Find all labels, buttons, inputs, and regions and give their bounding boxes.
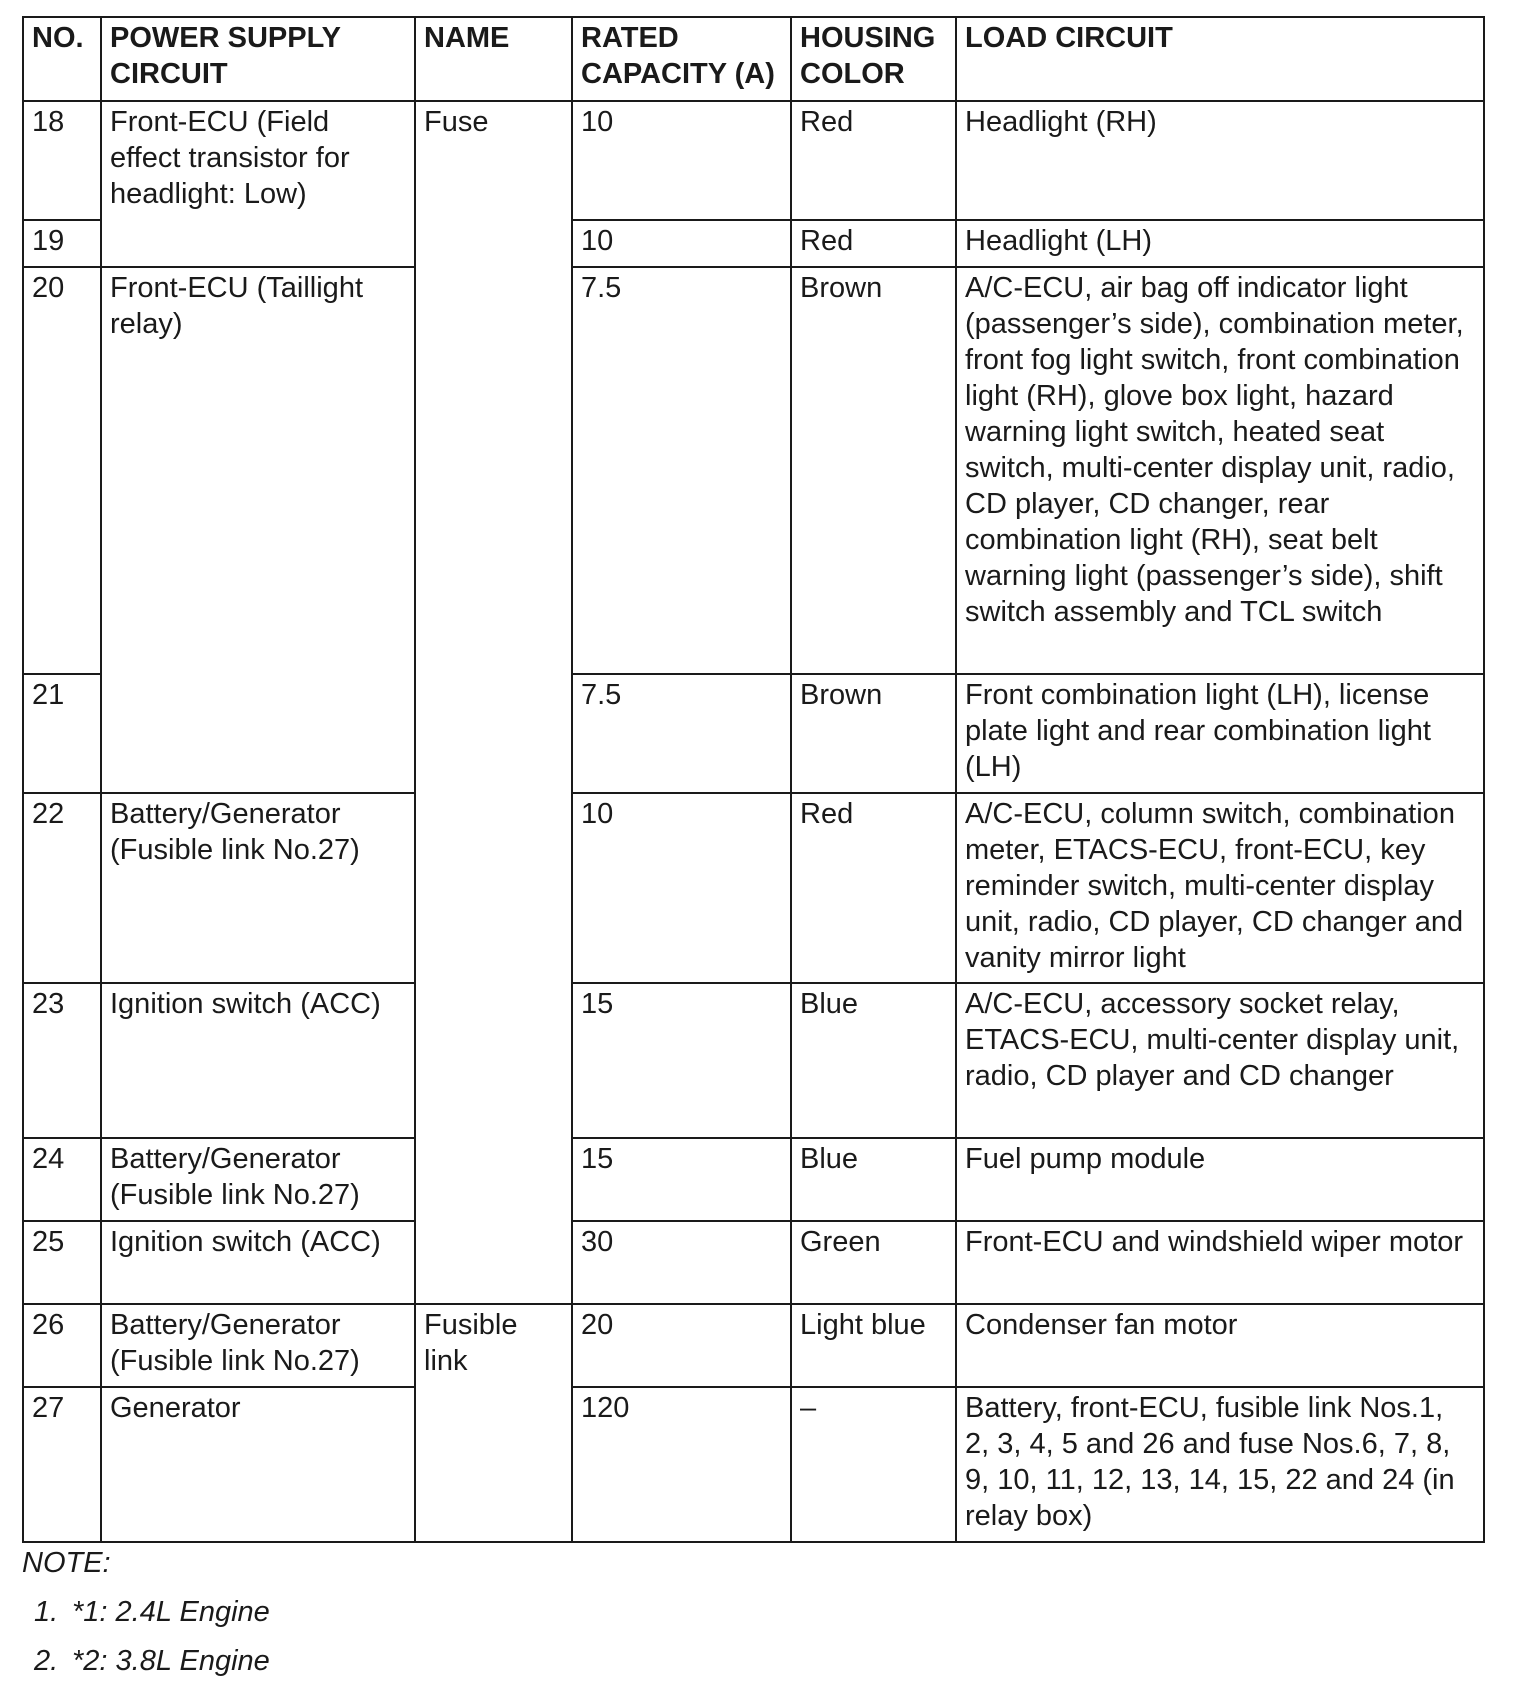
- notes-title: NOTE:: [22, 1547, 111, 1579]
- cell-load: Battery, front-ECU, fusible link Nos.1, 2, 3, 4, 5 and 26 and fuse Nos.6, 7, 8, 9, 10, 11, 12, 13, 14, 15, 22 and 24 (in relay box): [956, 1387, 1484, 1542]
- table-row: [23, 1138, 1484, 1221]
- cell-color: Green: [791, 1221, 956, 1304]
- cell-no: 20: [23, 267, 101, 674]
- table-row: [23, 793, 1484, 983]
- cell-capacity: 15: [572, 983, 791, 1138]
- note-number: 1.: [34, 1596, 59, 1628]
- table-header-row: [23, 17, 1484, 101]
- note-item: [34, 1594, 270, 1630]
- cell-capacity: 15: [572, 1138, 791, 1221]
- cell-color: Brown: [791, 674, 956, 793]
- cell-no: 23: [23, 983, 101, 1138]
- cell-load: A/C-ECU, air bag off indicator light (passenger’s side), combination meter, front fog light switch, front combination light (RH), glove box light, hazard warning light switch, heated seat switch, multi-center display unit, radio, CD player, CD changer, rear combination light (RH), seat belt warning light (passenger’s side), shift switch assembly and TCL switch: [956, 267, 1484, 674]
- table-row: [23, 267, 1484, 674]
- note-item: [34, 1643, 270, 1679]
- note-text: *1: 2.4L Engine: [72, 1596, 270, 1628]
- cell-name: Fusible link: [415, 1304, 572, 1542]
- cell-no: 18: [23, 101, 101, 220]
- cell-power-supply: Battery/Generator (Fusible link No.27): [101, 1138, 415, 1221]
- header-rated-capacity: RATED CAPACITY (A): [572, 17, 791, 101]
- cell-capacity: 10: [572, 220, 791, 267]
- fuse-table: [22, 16, 1485, 1543]
- cell-power-supply: Ignition switch (ACC): [101, 983, 415, 1138]
- cell-color: Red: [791, 793, 956, 983]
- notes-list: [22, 1594, 270, 1679]
- cell-color: Brown: [791, 267, 956, 674]
- cell-no: 22: [23, 793, 101, 983]
- header-name: NAME: [415, 17, 572, 101]
- cell-capacity: 7.5: [572, 267, 791, 674]
- cell-power-supply: Front-ECU (Taillight relay): [101, 267, 415, 793]
- cell-load: A/C-ECU, accessory socket relay, ETACS-ECU, multi-center display unit, radio, CD player and CD changer: [956, 983, 1484, 1138]
- cell-load: Front combination light (LH), license plate light and rear combination light (LH): [956, 674, 1484, 793]
- cell-no: 24: [23, 1138, 101, 1221]
- cell-load: Headlight (RH): [956, 101, 1484, 220]
- note-number: 2.: [34, 1645, 59, 1677]
- cell-power-supply: Ignition switch (ACC): [101, 1221, 415, 1304]
- table-row: [23, 101, 1484, 220]
- cell-name: Fuse: [415, 101, 572, 1304]
- cell-no: 19: [23, 220, 101, 267]
- cell-capacity: 10: [572, 101, 791, 220]
- table-row: [23, 1221, 1484, 1304]
- header-no: NO.: [23, 17, 101, 101]
- cell-color: Blue: [791, 983, 956, 1138]
- cell-color: Light blue: [791, 1304, 956, 1387]
- header-power-supply-circuit: POWER SUPPLY CIRCUIT: [101, 17, 415, 101]
- cell-no: 26: [23, 1304, 101, 1387]
- cell-capacity: 10: [572, 793, 791, 983]
- cell-power-supply: Generator: [101, 1387, 415, 1542]
- header-load-circuit: LOAD CIRCUIT: [956, 17, 1484, 101]
- cell-no: 25: [23, 1221, 101, 1304]
- cell-capacity: 7.5: [572, 674, 791, 793]
- note-text: *2: 3.8L Engine: [72, 1645, 270, 1677]
- cell-color: Blue: [791, 1138, 956, 1221]
- cell-color: Red: [791, 101, 956, 220]
- table-row: [23, 1304, 1484, 1387]
- cell-power-supply: Battery/Generator (Fusible link No.27): [101, 793, 415, 983]
- cell-color: Red: [791, 220, 956, 267]
- cell-load: Fuel pump module: [956, 1138, 1484, 1221]
- cell-load: Condenser fan motor: [956, 1304, 1484, 1387]
- cell-load: A/C-ECU, column switch, combination meter, ETACS-ECU, front-ECU, key reminder switch, multi-center display unit, radio, CD player, CD changer and vanity mirror light: [956, 793, 1484, 983]
- cell-no: 21: [23, 674, 101, 793]
- cell-capacity: 30: [572, 1221, 791, 1304]
- table-row: [23, 983, 1484, 1138]
- header-housing-color: HOUSING COLOR: [791, 17, 956, 101]
- cell-color: –: [791, 1387, 956, 1542]
- cell-load: Headlight (LH): [956, 220, 1484, 267]
- notes-section: [22, 1545, 270, 1692]
- cell-no: 27: [23, 1387, 101, 1542]
- cell-capacity: 20: [572, 1304, 791, 1387]
- cell-power-supply: Front-ECU (Field effect transistor for headlight: Low): [101, 101, 415, 267]
- cell-power-supply: Battery/Generator (Fusible link No.27): [101, 1304, 415, 1387]
- cell-load: Front-ECU and windshield wiper motor: [956, 1221, 1484, 1304]
- table-row: [23, 1387, 1484, 1542]
- cell-capacity: 120: [572, 1387, 791, 1542]
